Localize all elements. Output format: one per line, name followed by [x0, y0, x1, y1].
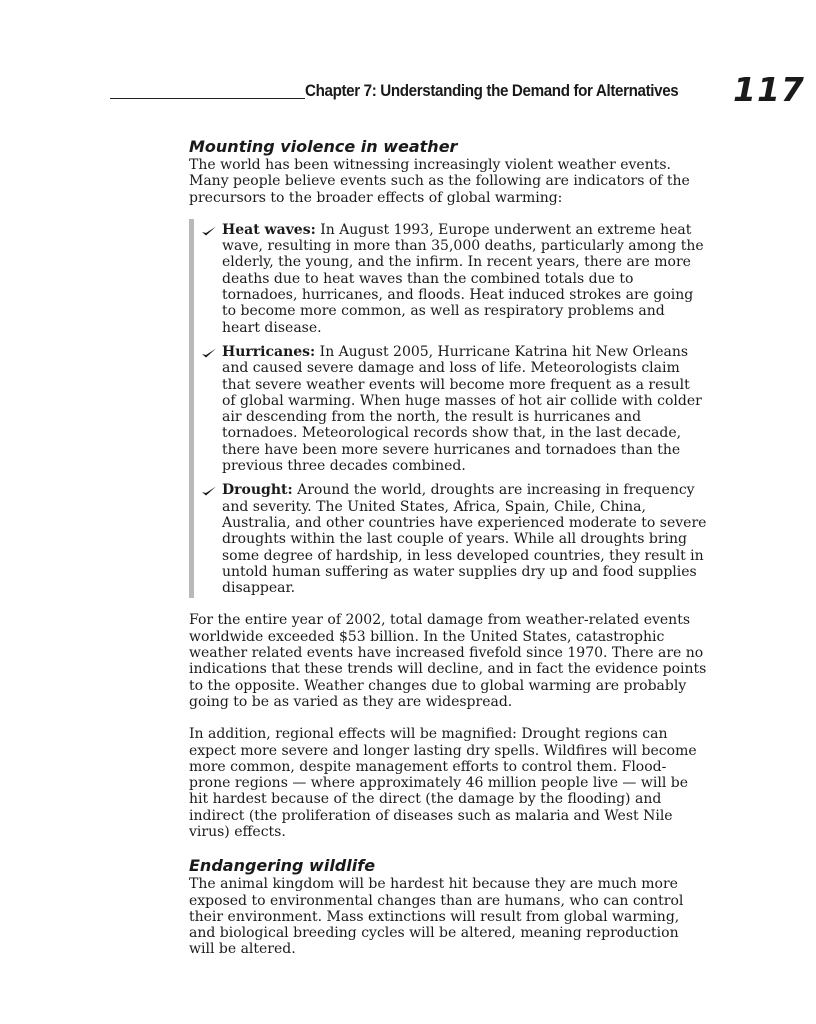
bullet-list-weather-events: [189, 222, 707, 597]
bullet-item-hurricanes: [189, 344, 707, 474]
bullet-item-heat-waves: [189, 222, 707, 336]
section-heading-wildlife: Endangering wildlife: [189, 856, 376, 876]
section-heading-weather: Mounting violence in weather: [189, 137, 458, 156]
running-header-chapter-title: Chapter 7: Understanding the Demand for Alternatives: [305, 82, 679, 100]
paragraph-weather-damage: For the entire year of 2002, total damage from weather-related events worldwide exceeded $53 billion. In the United States, catastrophic weather related events have increased fivefold since 1970. There are no indications that these trends will decline, and in fact the evidence points to the opposite. Weather changes due to global warming are probably going to be as varied as they are widespread.: [189, 612, 707, 710]
bullet-item-drought: [189, 482, 707, 596]
check-mark-icon: [201, 347, 217, 359]
check-mark-icon: [201, 485, 217, 497]
bullet-text: In August 1993, Europe underwent an extreme heat wave, resulting in more than 35,000 deaths, particularly among the elderly, the young, and the infirm. In recent years, there are more deaths due to heat waves than the combined totals due to tornadoes, hurricanes, and floods. Heat induced strokes are going to become more common, as well as respiratory problems and heart disease.: [222, 221, 704, 336]
bullet-term: Hurricanes:: [222, 343, 316, 360]
bullet-text: In August 2005, Hurricane Katrina hit New Orleans and caused severe damage and loss of life. Meteorologists claim that severe weather events will become more frequent as a result of global warming. When huge masses of hot air collide with colder air descending from the north, the result is hurricanes and tornadoes. Meteorological records show that, in the last decade, there have been more severe hurricanes and tornadoes than the previous three decades combined.: [222, 343, 702, 475]
bullet-text: Around the world, droughts are increasing in frequency and severity. The United States, Africa, Spain, Chile, China, Australia, and other countries have experienced moderate to severe droughts within the last couple of years. While all droughts bring some degree of hardship, in less developed countries, they result in untold human suffering as water supplies dry up and food supplies disappear.: [222, 482, 707, 597]
bullet-term: Drought:: [222, 482, 293, 499]
header-rule: [110, 98, 305, 99]
check-mark-icon: [201, 225, 217, 237]
paragraph-regional-effects: In addition, regional effects will be magnified: Drought regions can expect more severe and longer lasting dry spells. Wildfires will become more common, despite management efforts to control them. Flood-prone regions — where approximately 46 million people live — will be hit hardest because of the direct (the damage by the flooding) and indirect (the proliferation of diseases such as malaria and West Nile virus) effects.: [189, 726, 697, 840]
section-intro-weather: The world has been witnessing increasingly violent weather events. Many people believe events such as the following are indicators of the precursors to the broader effects of global warming:: [189, 157, 690, 206]
page-body: [189, 137, 707, 974]
page-number: 117: [733, 70, 805, 109]
bullet-term: Heat waves:: [222, 221, 316, 238]
paragraph-wildlife: The animal kingdom will be hardest hit because they are much more exposed to environmental changes than are humans, who can control their environment. Mass extinctions will result from global warming, and biological breeding cycles will be altered, meaning reproduction will be altered.: [189, 876, 684, 958]
